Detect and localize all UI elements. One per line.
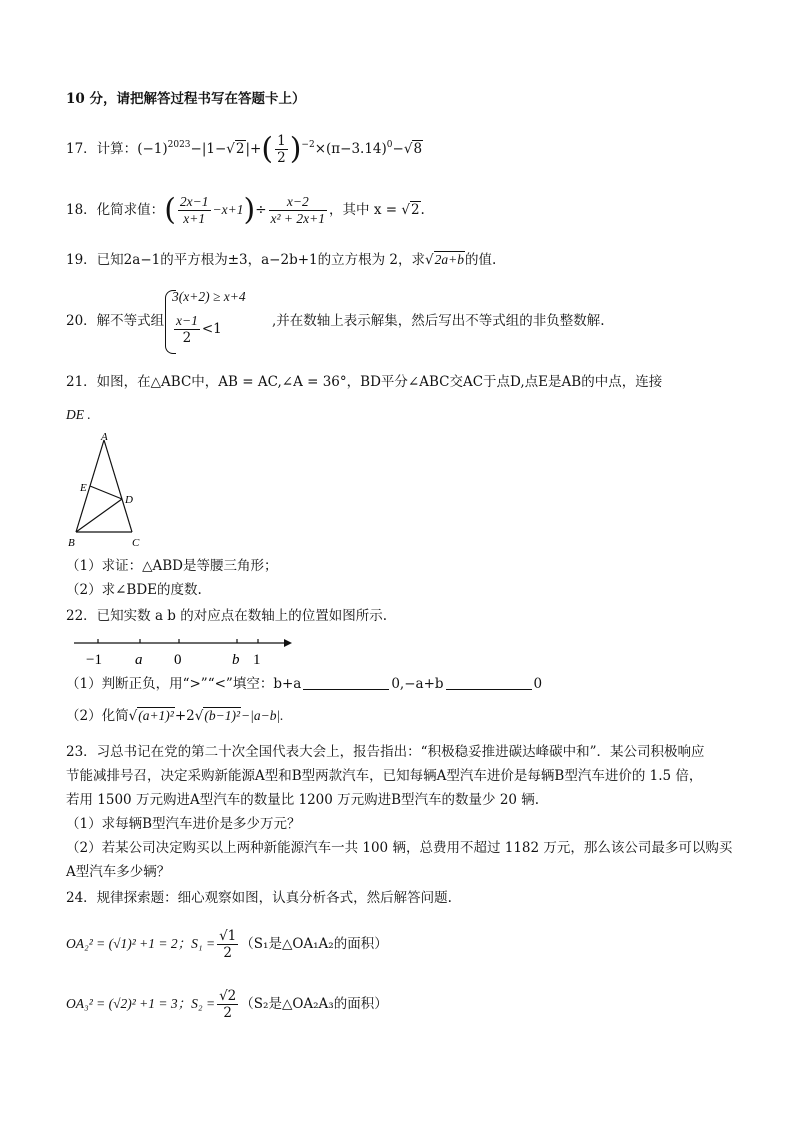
q22-sub2-a: （2）化简 bbox=[66, 708, 129, 724]
question-19: 19．已知2a−1的平方根为±3，a−2b+1的立方根为 2，求√2a+b的值. bbox=[66, 252, 497, 268]
q17-zero: 0 bbox=[386, 140, 393, 150]
q20-ineq2-rest: <1 bbox=[201, 321, 222, 337]
q22-sub1-c: 0 bbox=[533, 676, 543, 692]
q17-fraction: $\frac{1}{2}$ bbox=[277, 133, 286, 166]
q18-sqrt2: 2 bbox=[410, 202, 420, 218]
q20-text: ,并在数轴上表示解集，然后写出不等式组的非负整数解. bbox=[272, 313, 605, 329]
q22-sub-1 bbox=[66, 674, 542, 694]
q23-sub-2b: A型汽车多少辆？ bbox=[66, 864, 171, 880]
q24-equation-1 bbox=[66, 928, 388, 961]
q24-eq1-den: 2 bbox=[223, 945, 232, 961]
q22-sub1-b: 0,−a+b bbox=[391, 676, 444, 692]
q21-line-2: DE . bbox=[66, 407, 91, 422]
q21-sub-1: （1）求证：△ABD是等腰三角形； bbox=[66, 558, 278, 574]
q22-sub-2: （2）化简√(a+1)²+2√(b−1)²−|a−b|. bbox=[66, 708, 284, 724]
q17-base: (−1) bbox=[137, 141, 168, 157]
axis-label-a: a bbox=[135, 652, 143, 668]
q17-tail: ×(π−3.14) bbox=[314, 141, 387, 157]
triangle-figure bbox=[60, 428, 160, 550]
q20-ineq2-den: 2 bbox=[182, 330, 192, 346]
q24-line-1: 24．规律探索题：细心观察如图，认真分析各式，然后解答问题. bbox=[66, 890, 452, 906]
q17-sqrt8: 8 bbox=[413, 141, 423, 157]
number-line bbox=[66, 632, 296, 672]
q18-mid: −x+1 bbox=[212, 202, 244, 217]
question-18: 18．化简求值：( $\frac{2x-1}{x+1}$ −x+1)÷ $\frac{x-2}{\text{x² + 2x+1}}$ ，其中 x = √2. bbox=[66, 192, 425, 228]
q24-eq2-den: 2 bbox=[223, 1005, 232, 1021]
q24-eq1-num: √1 bbox=[219, 928, 237, 944]
q19-text-1: 19．已知2a−1的平方根为±3，a−2b+1的立方根为 2，求 bbox=[66, 252, 425, 268]
q17-sqrt2: 2 bbox=[235, 141, 245, 157]
label-B: B bbox=[68, 537, 75, 549]
q17-minus: − bbox=[392, 141, 404, 157]
q18-div: ÷ bbox=[255, 202, 267, 218]
q17-neg2: −2 bbox=[301, 140, 315, 150]
q20-inequality-1: 3(x+2) ≥ x+4 bbox=[172, 289, 246, 304]
q22-line-1: 22．已知实数 a b 的对应点在数轴上的位置如图所示. bbox=[66, 608, 388, 624]
label-C: C bbox=[132, 537, 140, 549]
axis-label-1: 1 bbox=[253, 652, 261, 668]
q20-inequality-2 bbox=[172, 313, 222, 346]
q22-sub2-mid: +2 bbox=[174, 708, 195, 724]
q19-sqrt: 2a+b bbox=[434, 252, 464, 267]
label-D: D bbox=[125, 494, 133, 506]
q20-ineq2-num: x−1 bbox=[176, 313, 198, 328]
q17-number: 17．计算： bbox=[66, 141, 138, 157]
q18-fraction-2: $\frac{x-2}{\text{x² + 2x+1}}$ bbox=[270, 194, 326, 226]
q23-line-3: 若用 1500 万元购进A型汽车的数量比 1200 万元购进B型汽车的数量少 20 辆. bbox=[66, 792, 540, 808]
q17-abs: −|1− bbox=[190, 141, 227, 157]
q18-number: 18．化简求值： bbox=[66, 202, 165, 218]
question-17: 17．计算：$(-1)^{2023}-|1-√2|+$( $\frac{1}{2}$ )$^{-2}\times(\pi-3.14)^0-√8$ bbox=[66, 131, 423, 167]
q23-line-1: 23．习总书记在党的第二十次全国代表大会上，报告指出：“积极稳妥推进碳达峰碳中和”．某公司积极响应 bbox=[66, 744, 705, 760]
q24-eq2-num: √2 bbox=[219, 988, 237, 1004]
section-header: 10 分，请把解答过程书写在答题卡上） bbox=[66, 91, 306, 107]
axis-label-minus-1: −1 bbox=[86, 652, 102, 668]
q24-eq1-left: OA₂² = (√1)² +1 = 2；S₁ = bbox=[66, 936, 216, 951]
axis-label-b: b bbox=[232, 652, 240, 668]
q23-line-2: 节能减排号召，决定采购新能源A型和B型两款汽车，已知每辆A型汽车进价是每辆B型汽车进价的 1.5 倍， bbox=[66, 768, 703, 784]
q18-end: . bbox=[420, 202, 425, 218]
q19-text-2: 的值. bbox=[464, 252, 497, 268]
answer-blank-1[interactable] bbox=[303, 675, 389, 690]
q20-number: 20．解不等式组 bbox=[66, 313, 165, 329]
q24-eq1-note: （S₁是△OA₁A₂的面积） bbox=[240, 936, 388, 952]
q23-sub-1: （1）求每辆B型汽车进价是多少万元？ bbox=[66, 816, 301, 832]
q17-exp: 2023 bbox=[167, 140, 191, 150]
q17-abs-close: |+ bbox=[245, 141, 262, 157]
label-E: E bbox=[80, 482, 87, 494]
answer-blank-2[interactable] bbox=[446, 675, 532, 690]
q24-eq2-left: OA₃² = (√2)² +1 = 3；S₂ = bbox=[66, 996, 216, 1011]
q22-sub2-end: −|a−b|. bbox=[241, 708, 284, 723]
q22-root-2: (b−1)² bbox=[204, 708, 241, 723]
q18-fraction-1: $\frac{2x-1}{x+1}$ bbox=[179, 194, 209, 226]
q21-line-1: 21．如图，在△ABC中，AB = AC,∠A = 36°，BD平分∠ABC交AC于点D,点E是AB的中点，连接 bbox=[66, 374, 663, 390]
q21-sub-2: （2）求∠BDE的度数. bbox=[66, 582, 202, 598]
q18-condition: ，其中 x = bbox=[329, 202, 402, 218]
q23-sub-2a: （2）若某公司决定购买以上两种新能源汽车一共 100 辆，总费用不超过 1182 万元，那么该公司最多可以购买 bbox=[66, 840, 733, 856]
q24-eq2-note: （S₂是△OA₂A₃的面积） bbox=[240, 996, 388, 1012]
q24-equation-2 bbox=[66, 988, 388, 1021]
q22-root-1: (a+1)² bbox=[138, 708, 174, 723]
axis-label-0: 0 bbox=[174, 652, 182, 668]
label-A: A bbox=[101, 431, 108, 443]
q22-sub1-a: （1）判断正负，用“>”“<”填空：b+a bbox=[66, 676, 302, 692]
